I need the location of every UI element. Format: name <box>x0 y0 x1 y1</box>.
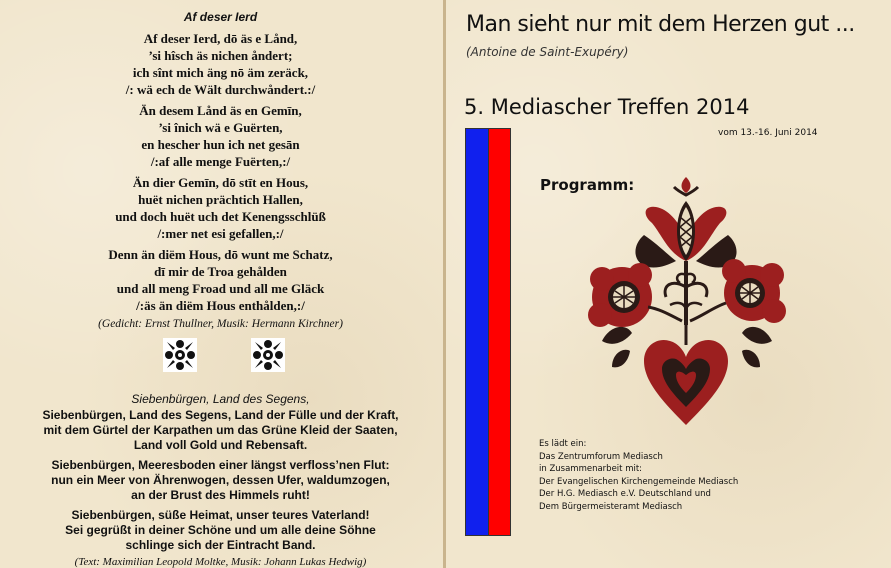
left-content <box>18 10 423 568</box>
poem-line: /:mer net esi gefallen,:/ <box>157 226 284 241</box>
folk-flower-motif-icon <box>582 175 792 430</box>
poem-line: Än desem Lånd äs en Gemīn, <box>139 103 302 118</box>
poem-line: huët nichen prächtich Hallen, <box>138 192 303 207</box>
poem-line: /: wä ech de Wält durchwåndert.:/ <box>125 82 316 97</box>
organizer-line: Es lädt ein: <box>539 439 587 449</box>
organizer-line: Das Zentrumforum Mediasch <box>539 451 663 462</box>
song-title: Siebenbürgen, Land des Segens, <box>131 392 310 406</box>
song-line: nun ein Meer von Ährenwogen, dessen Ufer, waldumzogen, <box>51 473 390 487</box>
poem-line: ich sînt mich äng nō äm zeräck, <box>132 65 309 80</box>
song-line: Siebenbürgen, Land des Segens, Land der Fülle und der Kraft, <box>42 408 399 422</box>
song-credit: (Text: Maximilian Leopold Moltke, Musik: Johann Lukas Hedwig) <box>74 556 367 568</box>
poem-stanza-3 <box>18 174 423 242</box>
song-verse-3 <box>18 508 423 553</box>
poem-line: en hescher hun ich net gesān <box>141 137 300 152</box>
poem-stanza-4 <box>18 246 423 314</box>
poem-line: Än dier Gemīn, dō stīt en Hous, <box>132 175 309 190</box>
poem-line: dī mir de Troa gehålden <box>154 264 287 279</box>
blue-stripe <box>466 129 489 535</box>
song-line: Siebenbürgen, Meeresboden einer längst verfloss’nen Flut: <box>51 458 390 472</box>
poem-line: und all meng Froad und all me Gläck <box>116 281 325 296</box>
poem-title: Af deser Ierd <box>183 10 258 24</box>
song-line: schlinge sich der Eintracht Band. <box>125 538 316 552</box>
poem-line: und doch huët uch det Kenengsschlüß <box>115 209 326 224</box>
song-line: Siebenbürgen, süße Heimat, unser teures Vaterland! <box>71 508 370 522</box>
organizer-block <box>539 438 738 513</box>
program-label: Programm: <box>540 176 635 194</box>
ornament-row <box>18 338 423 378</box>
quote-title: Man sieht nur mit dem Herzen gut ... <box>466 12 855 37</box>
poem-line: /:äs än diëm Hous enthålden,:/ <box>136 298 305 313</box>
poem-stanza-1 <box>18 30 423 98</box>
song-line: Land voll Gold und Rebensaft. <box>133 438 308 452</box>
poem-stanza-2 <box>18 102 423 170</box>
event-title: 5. Mediascher Treffen 2014 <box>464 95 750 119</box>
poem-line: Af deser Ierd, dō äs e Lånd, <box>143 31 298 46</box>
right-page <box>446 0 891 568</box>
poem-line: /:af alle menge Fuërten,:/ <box>150 154 291 169</box>
quote-author: (Antoine de Saint-Exupéry) <box>466 45 629 59</box>
floral-ornament-icon <box>163 338 197 372</box>
song-line: Sei gegrüßt in deiner Schöne und um alle deine Söhne <box>65 523 376 537</box>
event-date: vom 13.-16. Juni 2014 <box>718 128 818 138</box>
song-line: an der Brust des Himmels ruht! <box>131 488 310 502</box>
poem-line: ’si înich wä e Guërten, <box>158 120 283 135</box>
song-verse-1 <box>18 408 423 453</box>
song-verse-2 <box>18 458 423 503</box>
song-line: mit dem Gürtel der Karpathen um das Grüne Kleid der Saaten, <box>43 423 398 437</box>
left-page <box>0 0 443 568</box>
organizer-line: in Zusammenarbeit mit: <box>539 464 643 474</box>
organizer-line: Dem Bürgermeisteramt Mediasch <box>539 501 683 512</box>
poem-line: ’si hîsch äs nichen åndert; <box>148 48 293 63</box>
organizer-line: Der H.G. Mediasch e.V. Deutschland und <box>539 489 711 499</box>
flag-stripes <box>465 128 511 536</box>
poem-credit: (Gedicht: Ernst Thullner, Musik: Hermann Kirchner) <box>98 318 343 330</box>
red-stripe <box>489 129 511 535</box>
floral-ornament-icon <box>251 338 285 372</box>
organizer-line: Der Evangelischen Kirchengemeinde Mediasch <box>539 476 739 487</box>
poem-line: Denn än diëm Hous, dō wunt me Schatz, <box>108 247 333 262</box>
